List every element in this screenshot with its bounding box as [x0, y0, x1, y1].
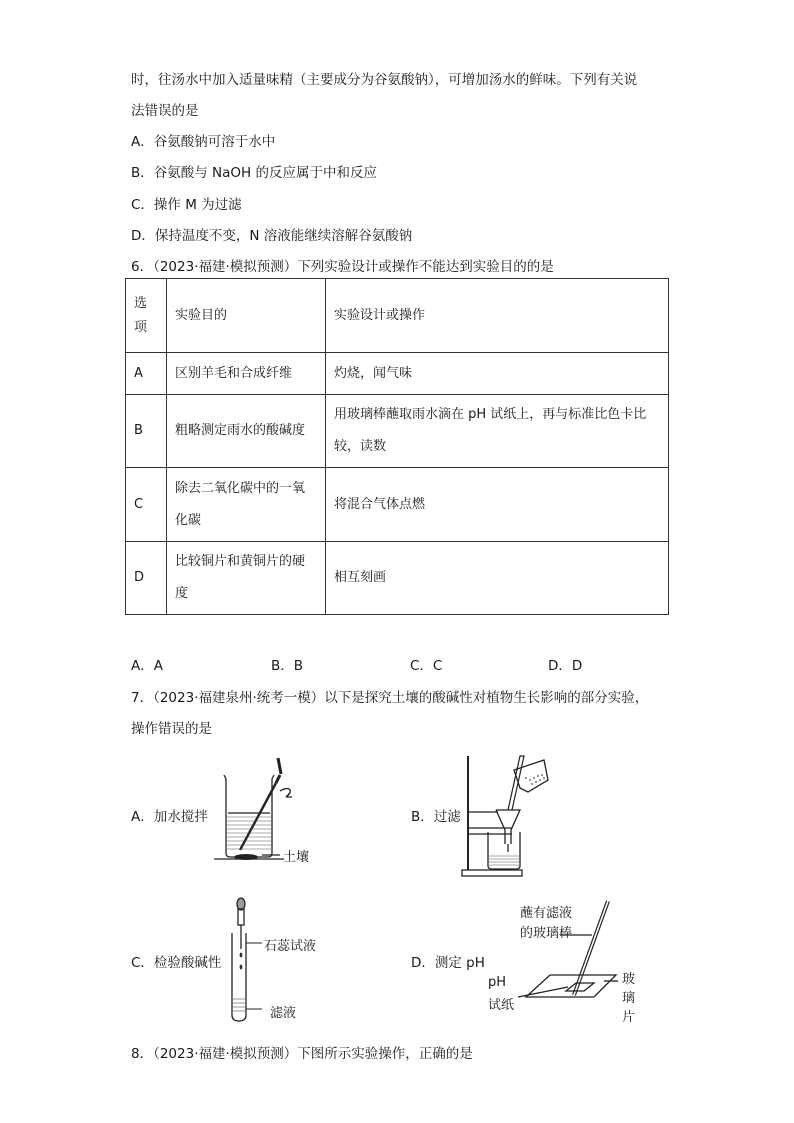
- q5-option-c: C．操作 M 为过滤: [131, 197, 242, 213]
- q6-answer-c: C．C: [410, 658, 443, 674]
- q7-option-a-label: A．加水搅拌: [131, 809, 208, 825]
- q6-answer-b: B．B: [271, 658, 304, 674]
- row-option: D: [126, 542, 167, 615]
- row-method: 将混合气体点燃: [326, 468, 669, 542]
- q7-stem-line2: 操作错误的是: [131, 721, 212, 737]
- q6-answer-d: D．D: [548, 658, 583, 674]
- row-option: C: [126, 468, 167, 542]
- ph-label-line2: 试纸: [488, 998, 515, 1013]
- ph-label-line1: pH: [488, 975, 507, 990]
- filtration-apparatus-figure: [458, 748, 558, 880]
- q6-stem: 6．（2023·福建·模拟预测）下列实验设计或操作不能达到实验目的的是: [131, 259, 554, 275]
- rod-label-line2: 的玻璃棒: [520, 926, 573, 941]
- q5-option-d: D．保持温度不变，N 溶液能继续溶解谷氨酸钠: [131, 228, 413, 244]
- q7-option-b-label: B．过滤: [411, 809, 461, 825]
- q8-stem: 8．（2023·福建·模拟预测）下图所示实验操作，正确的是: [131, 1046, 473, 1062]
- table-row: [126, 468, 669, 542]
- row-goal: 比较铜片和黄铜片的硬 度: [167, 542, 326, 615]
- q5-option-a: A．谷氨酸钠可溶于水中: [131, 134, 276, 150]
- header-option-cell: 选 项: [126, 279, 167, 353]
- header-method-cell: 实验设计或操作: [326, 279, 669, 353]
- test-tube-dropper-figure: [228, 895, 268, 1023]
- row-method: 灼烧，闻气味: [326, 353, 669, 395]
- q7-option-c-label: C．检验酸碱性: [131, 955, 222, 971]
- q5-stem-line2: 法错误的是: [131, 103, 199, 119]
- row-option: A: [126, 353, 167, 395]
- table-row: [126, 353, 669, 395]
- glass-label-2: 璃: [622, 991, 636, 1006]
- q6-table: [125, 278, 669, 615]
- filtrate-label: 滤液: [270, 1006, 297, 1021]
- q7-stem-line1: 7．（2023·福建泉州·统考一模）以下是探究土壤的酸碱性对植物生长影响的部分实验，: [131, 690, 649, 706]
- q6-answer-a: A．A: [131, 658, 163, 674]
- rod-label-line1: 蘸有滤液: [520, 906, 573, 921]
- header-goal-cell: 实验目的: [167, 279, 326, 353]
- q5-option-b: B．谷氨酸与 NaOH 的反应属于中和反应: [131, 165, 377, 181]
- q5-stem-line1: 时，往汤水中加入适量味精（主要成分为谷氨酸钠），可增加汤水的鲜味。下列有关说: [131, 72, 638, 88]
- litmus-label: 石蕊试液: [264, 939, 317, 954]
- row-option: B: [126, 395, 167, 468]
- glass-label-1: 玻: [622, 972, 636, 987]
- table-header-row: [126, 279, 669, 353]
- table-row: [126, 395, 669, 468]
- row-goal: 除去二氧化碳中的一氧 化碳: [167, 468, 326, 542]
- row-method: 相互刻画: [326, 542, 669, 615]
- soil-label: 土壤: [283, 850, 310, 865]
- table-row: [126, 542, 669, 615]
- row-goal: 区别羊毛和合成纤维: [167, 353, 326, 395]
- q7-option-d-label: D．测定 pH: [411, 955, 485, 971]
- glass-label-3: 片: [622, 1010, 636, 1025]
- row-method: 用玻璃棒蘸取雨水滴在 pH 试纸上，再与标准比色卡比 较，读数: [326, 395, 669, 468]
- row-goal: 粗略测定雨水的酸碱度: [167, 395, 326, 468]
